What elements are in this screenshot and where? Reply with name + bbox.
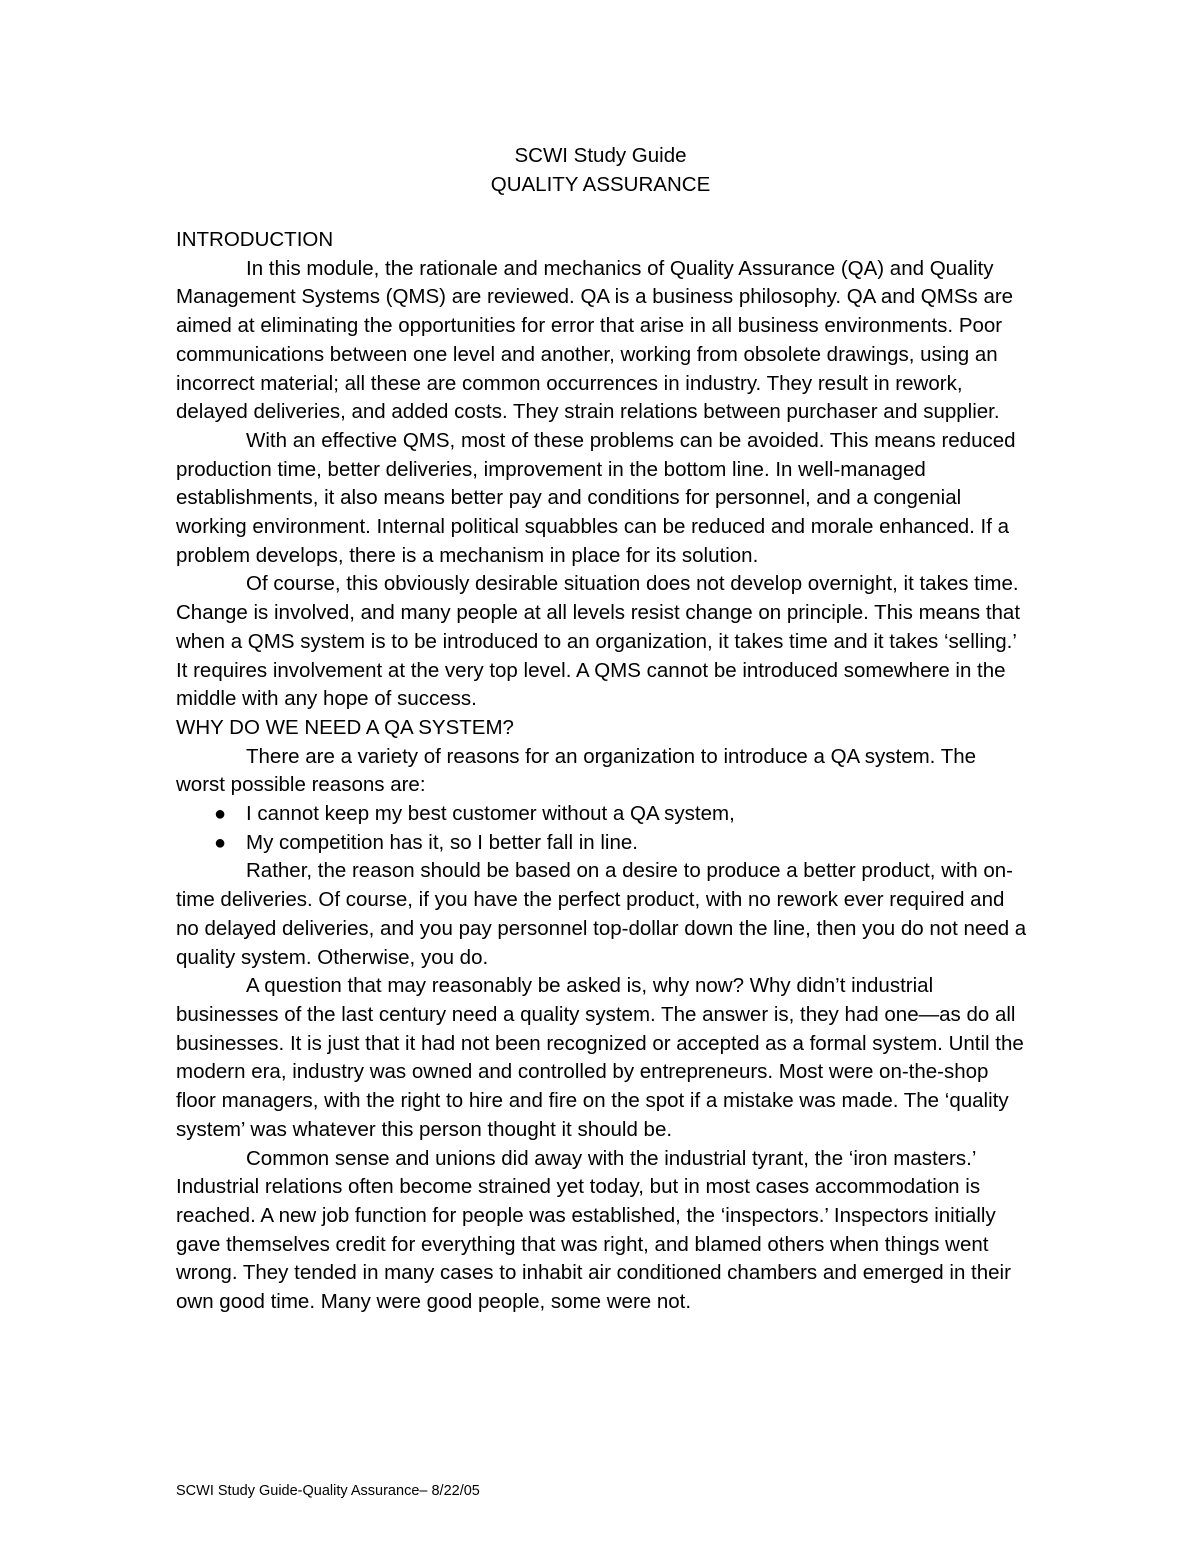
paragraph: Of course, this obviously desirable situation does not develop overnight, it takes time. Change is involved, and many people at all levels resist change on principle. This means that when a QMS system is to be introduced to an organization, it takes time and it takes ‘selling.’ It requires involvement at the very top level. A QMS cannot be introduced somewhere in the middle with any hope of success. [176,572,1021,711]
list-item [176,829,1028,858]
paragraph: Rather, the reason should be based on a desire to produce a better product, with on-time deliveries. Of course, if you have the perfect product, with no rework ever required and no delayed deliveries, and you pay personnel top-dollar down the line, then you do not need a quality system. Otherwise, you do. [176,859,1027,969]
paragraph: With an effective QMS, most of these problems can be avoided. This means reduced production time, better deliveries, improvement in the bottom line. In well-managed establishments, it also means better pay and conditions for personnel, and a congenial working environment. Internal political squabbles can be reduced and morale enhanced. If a problem develops, there is a mechanism in place for its solution. [176,428,1016,567]
list-item-text: I cannot keep my best customer without a QA system, [246,802,735,826]
list-item-text: My competition has it, so I better fall in line. [246,830,638,854]
paragraph: Common sense and unions did away with the industrial tyrant, the ‘iron masters.’ Industrial relations often become strained yet today, but in most cases accommodation is reached. A new job function for people was established, the ‘inspectors.’ Inspectors initially gave themselves credit for everything that was right, and blamed others when things went wrong. They tended in many cases to inhabit air conditioned chambers and emerged in their own good time. Many were good people, some were not. [176,1146,1011,1314]
bullet-icon: ● [214,803,227,826]
document-subtitle: QUALITY ASSURANCE [490,173,711,196]
bullet-icon: ● [214,831,227,854]
paragraph: There are a variety of reasons for an organization to introduce a QA system. The worst possible reasons are: [176,744,977,797]
section-heading-why-qa: WHY DO WE NEED A QA SYSTEM? [176,715,514,739]
section-heading-introduction: INTRODUCTION [176,228,334,251]
bullet-list [176,800,1028,857]
title-block [176,141,1025,199]
paragraph: A question that may reasonably be asked is, why now? Why didn’t industrial businesses of the last century need a quality system. The answer is, they had one—as do all businesses. It is just that it had not been recognized or accepted as a formal system. Until the modern era, industry was owned and controlled by entrepreneurs. Most were on-the-shop floor managers, with the right to hire and fire on the spot if a mistake was made. The ‘quality system’ was whatever this person thought it should be. [176,974,1024,1141]
document-title: SCWI Study Guide [514,144,687,167]
list-item [176,800,1028,829]
page-footer: SCWI Study Guide-Quality Assurance– 8/22/05 [176,1483,480,1499]
document-body [176,226,1028,1317]
paragraph: In this module, the rationale and mechanics of Quality Assurance (QA) and Quality Management Systems (QMS) are reviewed. QA is a business philosophy. QA and QMSs are aimed at eliminating the opportunities for error that arise in all business environments. Poor communications between one level and another, working from obsolete drawings, using an incorrect material; all these are common occurrences in industry. They result in rework, delayed deliveries, and added costs. They strain relations between purchaser and supplier. [176,256,1014,424]
